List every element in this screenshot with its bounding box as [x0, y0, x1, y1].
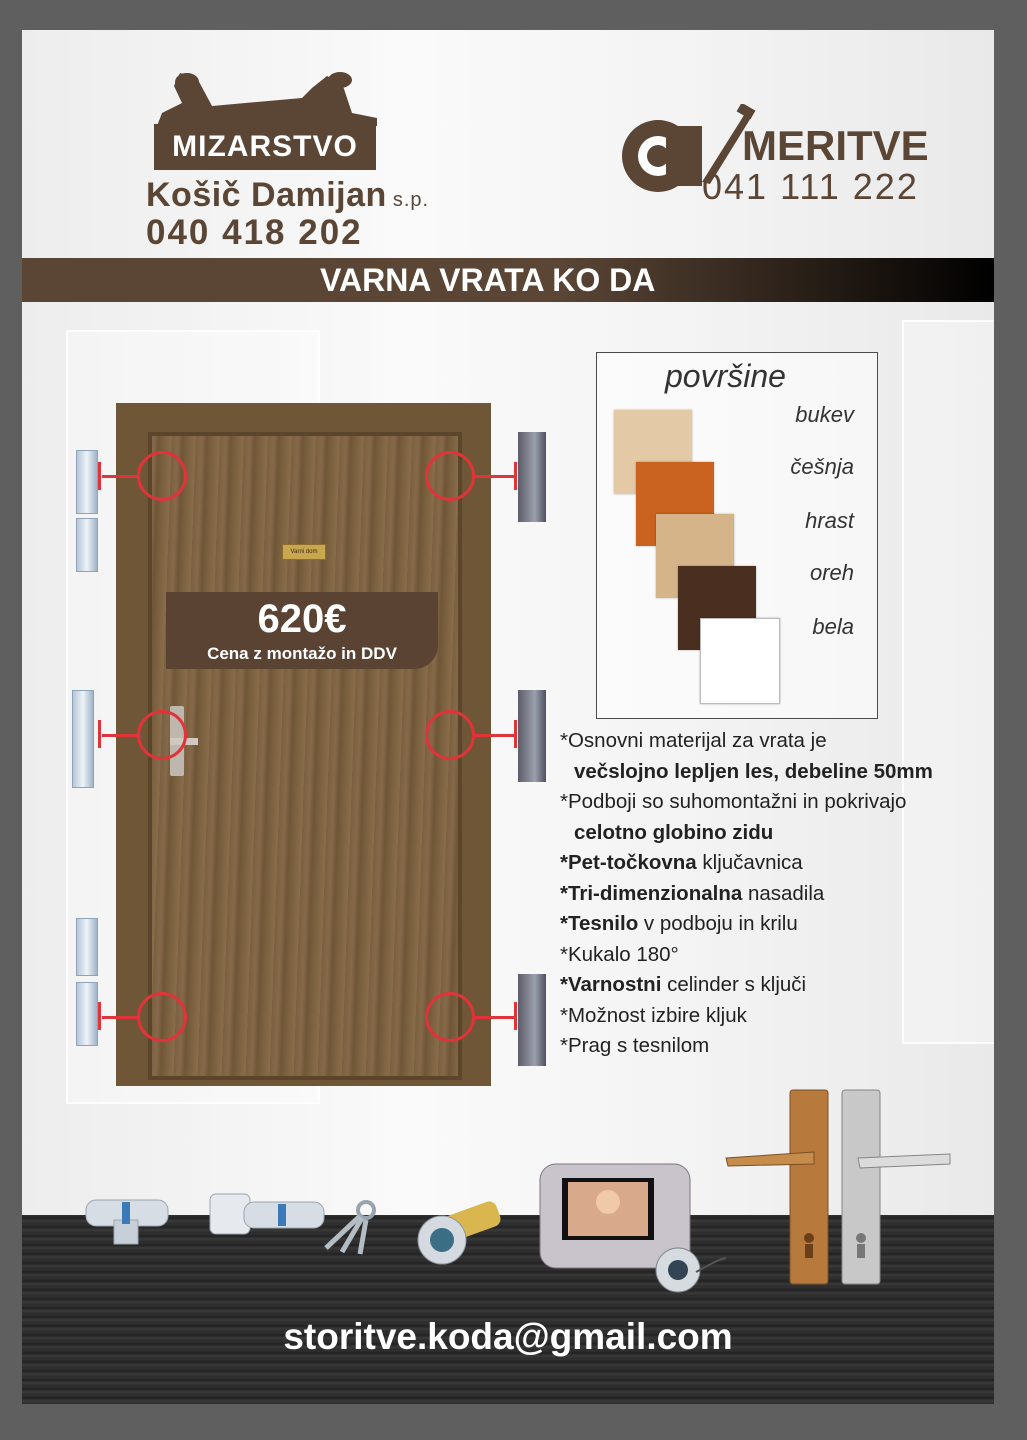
lock-point-ring [137, 451, 187, 501]
lock-point-arrow [474, 1016, 514, 1019]
feature-text: *Varnostni [560, 973, 662, 996]
lock-point-arrow [474, 734, 514, 737]
lock-marker [98, 1002, 101, 1030]
feature-item [560, 940, 933, 971]
door-handle-bronze-image [724, 1088, 834, 1288]
feature-text: *Tesnilo [560, 912, 639, 935]
contact-email[interactable]: storitve.koda@gmail.com [283, 1316, 733, 1357]
owner-name [146, 176, 429, 215]
measure-phone: 041 111 222 [702, 166, 919, 207]
feature-item [560, 1031, 933, 1062]
feature-text: nasadila [742, 881, 825, 905]
feature-item [560, 726, 933, 757]
keys-icon [316, 1198, 388, 1256]
lock-point-arrow [102, 1016, 138, 1019]
price-value: 620€ [257, 597, 347, 641]
feature-text: *Podboji so suhomontažni in pokrivajo [560, 790, 907, 813]
feature-item [560, 848, 933, 879]
lock-bolt-image [518, 974, 546, 1066]
lock-point-arrow [474, 475, 514, 478]
hinge-bolt-image [76, 918, 98, 976]
lock-point-arrow [102, 475, 138, 478]
feature-item [560, 757, 933, 788]
digital-viewer-image [538, 1162, 728, 1298]
hinge-bolt-image [72, 690, 94, 788]
owner-phone: 040 418 202 [146, 213, 363, 252]
feature-item [560, 818, 933, 849]
owner-suffix: s.p. [392, 189, 430, 211]
price-note: Cena z montažo in DDV [207, 644, 397, 663]
feature-text: v podboju in krilu [638, 912, 798, 935]
company-logo-text: MIZARSTVO [154, 124, 376, 170]
lock-marker [98, 462, 101, 490]
banner-title: VARNA VRATA KO DA [320, 262, 656, 298]
feature-text: *Možnost izbire kljuk [560, 1003, 747, 1027]
flyer-sheet [22, 30, 994, 1404]
door-leaf [148, 432, 462, 1080]
feature-text: *Tri-dimenzionalna [560, 881, 743, 905]
surface-label: češnja [790, 454, 854, 479]
lock-marker [514, 720, 517, 748]
feature-item [560, 909, 933, 940]
thumbturn-cylinder-image [208, 1186, 328, 1246]
feature-item [560, 1001, 933, 1032]
lock-point-ring [137, 710, 187, 760]
owner-name-text: Košič Damijan [146, 176, 387, 214]
lock-point-ring [137, 992, 187, 1042]
surfaces-title: površine [665, 358, 786, 394]
lock-bolt-image [518, 690, 546, 782]
surface-label: hrast [805, 508, 854, 533]
door-viewer-image [414, 1184, 514, 1268]
door-handle-silver-image [838, 1088, 958, 1288]
surface-label: oreh [809, 560, 854, 585]
feature-item [560, 970, 933, 1001]
feature-item [560, 787, 933, 818]
feature-list [560, 726, 933, 1062]
feature-item [560, 879, 933, 910]
door-nameplate: Varni dom [282, 544, 326, 560]
lock-marker [514, 462, 517, 490]
woodworking-plane-icon [152, 68, 382, 128]
lock-cylinder-image [84, 1190, 170, 1248]
measure-label: MERITVE [742, 122, 929, 169]
feature-text: *Pet-točkovna [560, 851, 697, 874]
hinge-bolt-image [76, 982, 98, 1046]
feature-text: večslojno lepljen les, debeline 50mm [574, 759, 933, 783]
price-badge [166, 592, 438, 669]
lock-point-arrow [102, 734, 138, 737]
hinge-bolt-image [76, 450, 98, 514]
feature-text: celinder s ključi [661, 973, 807, 996]
lock-marker [514, 1002, 517, 1030]
surface-label: bela [812, 614, 854, 639]
lock-marker [98, 720, 101, 748]
feature-text: *Kukalo 180° [560, 942, 679, 966]
lock-point-ring [425, 451, 475, 501]
feature-text: ključavnica [696, 851, 803, 874]
feature-text: *Prag s tesnilom [560, 1034, 710, 1057]
hinge-bolt-image [76, 518, 98, 572]
lock-bolt-image [518, 432, 546, 522]
feature-text: *Osnovni materijal za vrata je [560, 729, 827, 752]
lock-point-ring [425, 992, 475, 1042]
title-banner [22, 258, 994, 302]
feature-text: celotno globino zidu [574, 820, 774, 844]
lock-point-ring [425, 710, 475, 760]
surface-label: bukev [795, 402, 854, 427]
